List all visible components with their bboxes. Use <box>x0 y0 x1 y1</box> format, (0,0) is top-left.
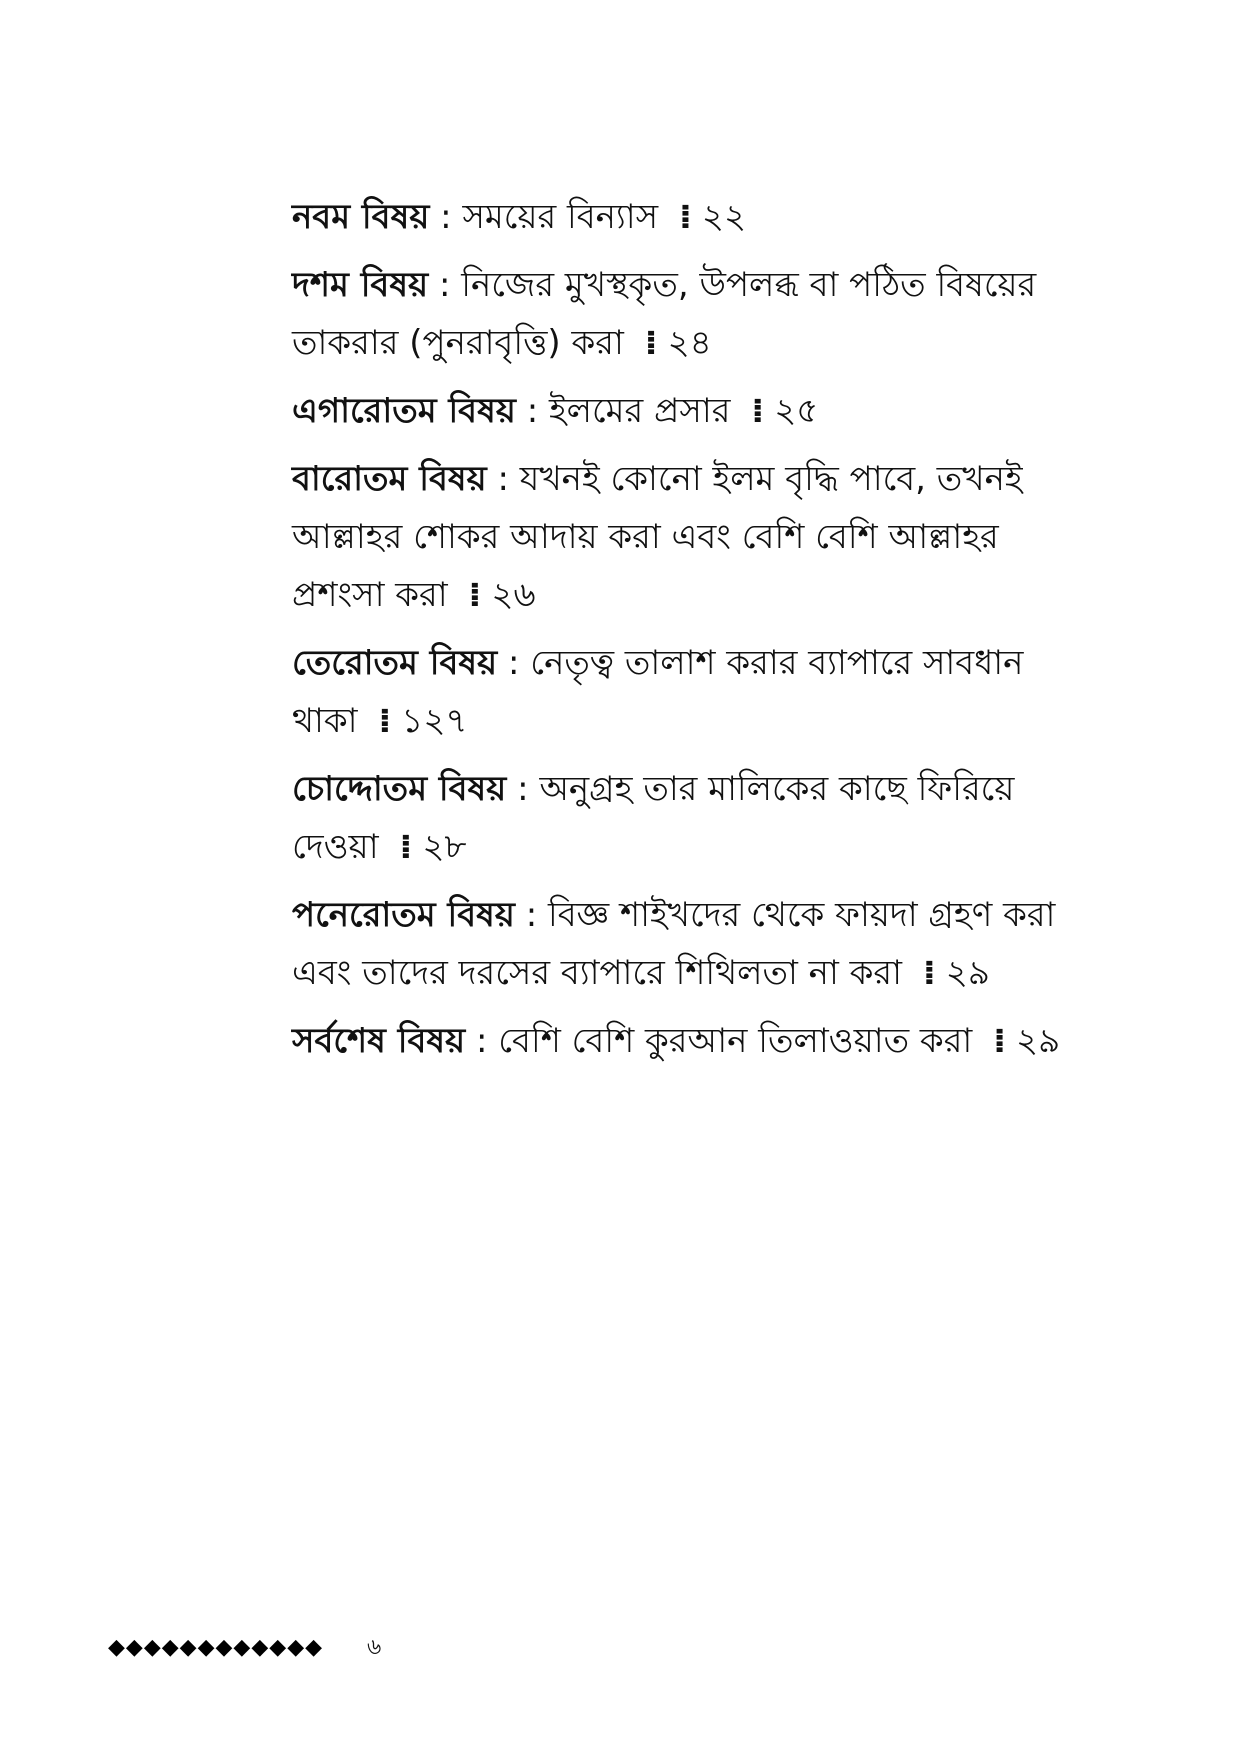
toc-entry <box>292 450 1062 624</box>
toc-entry <box>292 886 1062 1002</box>
toc-entry-colon: : <box>526 391 539 431</box>
table-of-contents <box>292 188 1062 1080</box>
toc-entry-page: ২২ <box>701 197 747 237</box>
toc-entry-text: নিজের মুখস্থকৃত, উপলব্ধ বা পঠিত বিষয়ের তাকরার (পুনরাবৃত্তি) করা <box>292 265 1037 363</box>
toc-entry-label: চোদ্দোতম বিষয় <box>292 769 507 809</box>
toc-entry-page: ২৯ <box>945 953 990 993</box>
toc-entry-text: যখনই কোনো ইলম বৃদ্ধি পাবে, তখনই আল্লাহর শোকর আদায় করা এবং বেশি বেশি আল্লাহর প্রশংসা করা <box>292 459 1023 615</box>
toc-entry-page: ২৫ <box>774 391 819 431</box>
toc-entry-colon: : <box>508 643 520 683</box>
toc-entry-colon: : <box>475 1021 488 1061</box>
toc-entry-colon: : <box>438 265 451 305</box>
vertical-dots-separator-icon: ⁞ <box>993 1021 1007 1061</box>
vertical-dots-separator-icon: ⁞ <box>678 197 692 237</box>
toc-entry-label: নবম বিষয় <box>292 197 430 237</box>
page-footer <box>108 1628 381 1668</box>
toc-entry-text: বিজ্ঞ শাইখদের থেকে ফায়দা গ্রহণ করা এবং তাদের দরসের ব্যাপারে শিথিলতা না করা <box>292 895 1056 993</box>
vertical-dots-separator-icon: ⁞ <box>922 953 936 993</box>
toc-entry-page: ২৯ <box>1016 1021 1061 1061</box>
vertical-dots-separator-icon: ⁞ <box>378 701 392 741</box>
toc-entry-page: ২৬ <box>491 575 536 615</box>
diamond-ornament-icon: ◆◆◆◆◆◆◆◆◆◆◆◆ <box>108 1635 324 1660</box>
toc-entry-label: বারোতম বিষয় <box>292 459 487 499</box>
toc-entry-label: তেরোতম বিষয় <box>292 643 498 683</box>
toc-entry-text: নেতৃত্ব তালাশ করার ব্যাপারে সাবধান থাকা <box>292 643 1024 741</box>
toc-entry-page: ১২৭ <box>401 701 468 741</box>
toc-entry-colon: : <box>440 197 452 237</box>
toc-entry-label: সর্বশেষ বিষয় <box>292 1021 466 1061</box>
toc-entry-label: পনেরোতম বিষয় <box>292 895 515 935</box>
toc-entry-text: বেশি বেশি কুরআন তিলাওয়াত করা <box>498 1021 973 1061</box>
toc-entry-text: সময়ের বিন্যাস <box>462 197 659 237</box>
vertical-dots-separator-icon: ⁞ <box>751 391 765 431</box>
toc-entry-label: এগারোতম বিষয় <box>292 391 516 431</box>
toc-entry-colon: : <box>497 459 509 499</box>
vertical-dots-separator-icon: ⁞ <box>644 323 658 363</box>
vertical-dots-separator-icon: ⁞ <box>468 575 482 615</box>
toc-entry-label: দশম বিষয় <box>292 265 429 305</box>
page-number: ৬ <box>367 1635 382 1660</box>
toc-entry <box>292 188 1062 246</box>
toc-entry <box>292 1012 1062 1070</box>
toc-entry <box>292 634 1062 750</box>
toc-entry-page: ২৮ <box>422 827 467 867</box>
toc-entry <box>292 382 1062 440</box>
toc-entry-colon: : <box>525 895 538 935</box>
toc-entry-text: ইলমের প্রসার <box>548 391 731 431</box>
toc-entry-colon: : <box>517 769 529 809</box>
toc-entry <box>292 256 1062 372</box>
vertical-dots-separator-icon: ⁞ <box>399 827 413 867</box>
toc-entry <box>292 760 1062 876</box>
toc-entry-page: ২৪ <box>667 323 712 363</box>
toc-entry-text: অনুগ্রহ তার মালিকের কাছে ফিরিয়ে দেওয়া <box>292 769 1015 867</box>
